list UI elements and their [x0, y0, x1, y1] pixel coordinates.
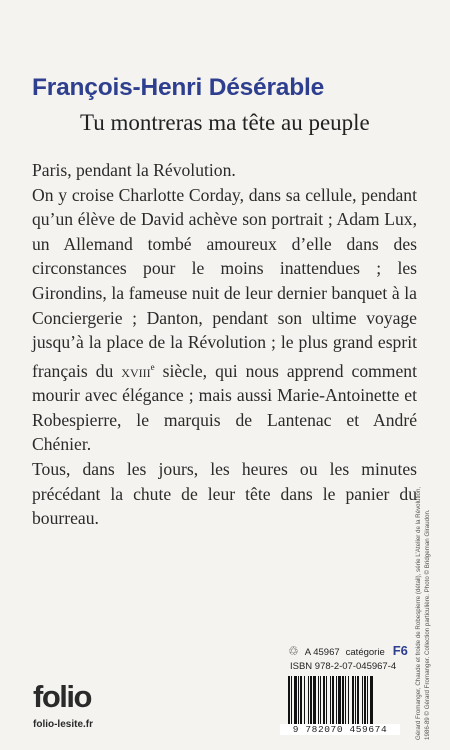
credits-line-1: Gérard Fromanger, Chaude et froide de Robespierre (détail), série L’Atelier de la Révolution,: [415, 486, 422, 740]
barcode-bar: [304, 676, 305, 726]
barcode-bar: [330, 676, 331, 726]
barcode-bars: [280, 676, 400, 726]
barcode-bar: [298, 676, 299, 726]
barcode-bar: [370, 676, 373, 726]
barcode-bar: [291, 676, 292, 726]
barcode-bar: [308, 676, 309, 726]
barcode-bar: [320, 676, 321, 726]
blurb-paragraph-3: Tous, dans les jours, les heures ou les minutes précédant la chute de leur tête dans le panier du bourreau.: [32, 458, 417, 529]
barcode-bar: [326, 676, 327, 726]
cover-credits: [414, 487, 432, 740]
barcode-bar: [336, 676, 337, 726]
publisher-website: folio-lesite.fr: [33, 719, 94, 730]
blurb-p2-start: On y croise Charlotte Corday, dans sa cellule, pendant qu’un élève de David achève son portrait ; Adam Lux, un Allemand tombé amoureux d’elle dans des circonstances pour le moins inattendues ; les Girondins, la fameuse nuit de leur dernier banquet à la Conciergerie ; Danton, pendant son ultime voyage jusqu’à la place de la Révolution ; le plus grand esprit français du: [32, 184, 417, 381]
author-name: François-Henri Désérable: [32, 74, 325, 101]
barcode-bar: [342, 676, 344, 726]
blurb-p2-end: siècle, qui nous apprend comment mourir avec élégance ; mais aussi Marie-Antoinette et Robespierre, le marquis de Lantenac et André Chénier.: [32, 360, 417, 455]
barcode-bar: [310, 676, 312, 726]
barcode-bar: [323, 676, 325, 726]
isbn: ISBN 978-2-07-045967-4: [290, 661, 397, 672]
barcode-bar: [348, 676, 349, 726]
book-title: Tu montreras ma tête au peuple: [80, 110, 370, 135]
blurb-paragraph-1: Paris, pendant la Révolution.: [32, 160, 236, 180]
barcode-bar: [300, 676, 302, 726]
barcode-bar: [367, 676, 368, 726]
barcode-bar: [355, 676, 356, 726]
barcode-bar: [345, 676, 346, 726]
back-cover-blurb: [32, 158, 417, 531]
folio-logo: folio: [33, 679, 91, 714]
barcode-bar: [362, 676, 363, 726]
barcode-bar: [352, 676, 354, 726]
barcode-bar: [357, 676, 359, 726]
category-code: F6: [392, 643, 408, 658]
century-superscript: e: [150, 361, 155, 372]
barcode-bar: [288, 676, 290, 726]
barcode-bar: [294, 676, 297, 726]
category-label: catégorie: [345, 647, 385, 658]
barcode-bar: [364, 676, 366, 726]
credits-line-2: 1986-89 © Gérard Fromanger. Collection particulière. Photo © Bridgeman Giraudon.: [424, 509, 431, 740]
barcode-bar: [338, 676, 341, 726]
barcode-bar: [313, 676, 316, 726]
product-code: A 45967: [304, 647, 340, 658]
price-category-row: [288, 643, 408, 658]
blurb-paragraph-2: [32, 183, 417, 457]
century-numeral: xviii: [121, 360, 151, 381]
recycle-icon: ♲: [288, 644, 299, 658]
barcode-bar: [318, 676, 319, 726]
barcode-bar: [332, 676, 334, 726]
barcode-number: 9 782070 459674: [280, 724, 400, 735]
